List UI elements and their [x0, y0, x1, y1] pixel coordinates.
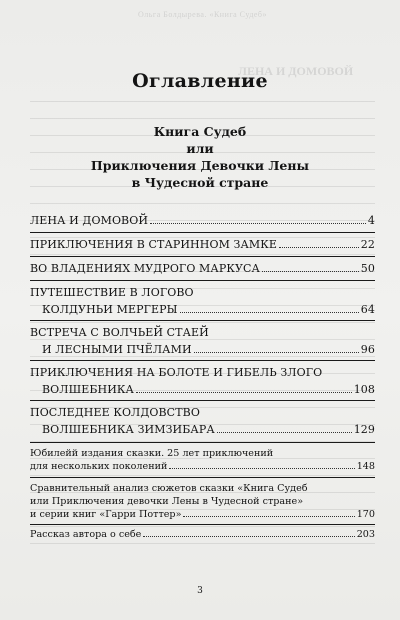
entry-title: и серии книг «Гарри Поттер»	[30, 509, 182, 520]
entry-title: или Приключения девочки Лены в Чудесной стране»	[30, 496, 304, 507]
entry-page: 108	[353, 383, 375, 396]
leader-dots	[217, 432, 352, 433]
entry-title: ПОСЛЕДНЕЕ КОЛДОВСТВО	[30, 406, 200, 419]
entry-title: ВО ВЛАДЕНИЯХ МУДРОГО МАРКУСА	[30, 262, 260, 275]
entry-page: 4	[367, 214, 375, 227]
entry-title: Сравнительный анализ сюжетов сказки «Книга Судеб	[30, 483, 308, 494]
entry-title: Рассказ автора о себе	[30, 529, 142, 540]
entry-page: 50	[360, 262, 375, 275]
divider	[30, 477, 375, 478]
leader-dots	[262, 271, 359, 272]
entry-title: для нескольких поколений	[30, 461, 168, 472]
entry-page: 22	[360, 238, 375, 251]
leader-dots	[194, 352, 359, 353]
toc-entry[interactable]	[30, 212, 375, 229]
toc-extra-entry[interactable]	[30, 528, 375, 541]
entry-page: 148	[356, 461, 375, 472]
entry-title: ВОЛШЕБНИКА ЗИМЗИБАРА	[42, 423, 215, 436]
entry-page: 203	[356, 529, 375, 540]
toc-entry[interactable]	[30, 364, 375, 398]
entry-title: ПРИКЛЮЧЕНИЯ В СТАРИННОМ ЗАМКЕ	[30, 238, 278, 251]
book-subtitle-line-2: в Чудесной стране	[131, 175, 269, 190]
entry-page: 129	[353, 423, 375, 436]
divider	[30, 400, 375, 401]
book-title: Книга Судеб	[153, 124, 247, 139]
entry-title: Юбилейй издания сказки. 25 лет приключений	[30, 448, 274, 459]
leader-dots	[136, 392, 352, 393]
entry-title: ПУТЕШЕСТВИЕ В ЛОГОВО	[30, 286, 194, 299]
leader-dots	[143, 536, 354, 537]
bleed-through-chapter-head: ЛЕНА И ДОМОВОЙ	[238, 64, 354, 78]
entry-page: 64	[360, 303, 375, 316]
entry-page: 170	[356, 509, 375, 520]
divider	[30, 256, 375, 257]
toc-title: Оглавление	[132, 70, 268, 92]
divider	[30, 232, 375, 233]
leader-dots	[279, 247, 359, 248]
divider	[30, 360, 375, 361]
toc-entry[interactable]	[30, 236, 375, 253]
toc-entry[interactable]	[30, 324, 375, 358]
divider	[30, 442, 375, 443]
divider	[30, 524, 375, 525]
toc-extra-entry[interactable]	[30, 447, 375, 473]
entry-page: 96	[360, 343, 375, 356]
leader-dots	[150, 223, 366, 224]
entry-title: ЛЕНА И ДОМОВОЙ	[30, 214, 149, 227]
divider	[30, 320, 375, 321]
book-subtitle-line-1: Приключения Девочки Лены	[90, 158, 310, 173]
entry-title: ВОЛШЕБНИКА	[42, 383, 134, 396]
entry-title: ВСТРЕЧА С ВОЛЧЬЕЙ СТАЕЙ	[30, 326, 209, 339]
book-or: или	[186, 141, 214, 156]
leader-dots	[169, 468, 354, 469]
leader-dots	[183, 516, 354, 517]
divider	[30, 280, 375, 281]
toc-extra-entry[interactable]	[30, 482, 375, 521]
leader-dots	[180, 312, 359, 313]
entry-title: КОЛДУНЬИ МЕРГЕРЫ	[42, 303, 178, 316]
bleed-through-running-head: Ольга Болдырева. «Книга Судеб»	[138, 10, 268, 19]
page-number: 3	[197, 586, 203, 596]
toc-entry[interactable]	[30, 404, 375, 438]
toc-entry[interactable]	[30, 284, 375, 318]
toc-entry[interactable]	[30, 260, 375, 277]
entry-title: И ЛЕСНЫМИ ПЧЁЛАМИ	[42, 343, 192, 356]
entry-title: ПРИКЛЮЧЕНИЯ НА БОЛОТЕ И ГИБЕЛЬ ЗЛОГО	[30, 366, 323, 379]
